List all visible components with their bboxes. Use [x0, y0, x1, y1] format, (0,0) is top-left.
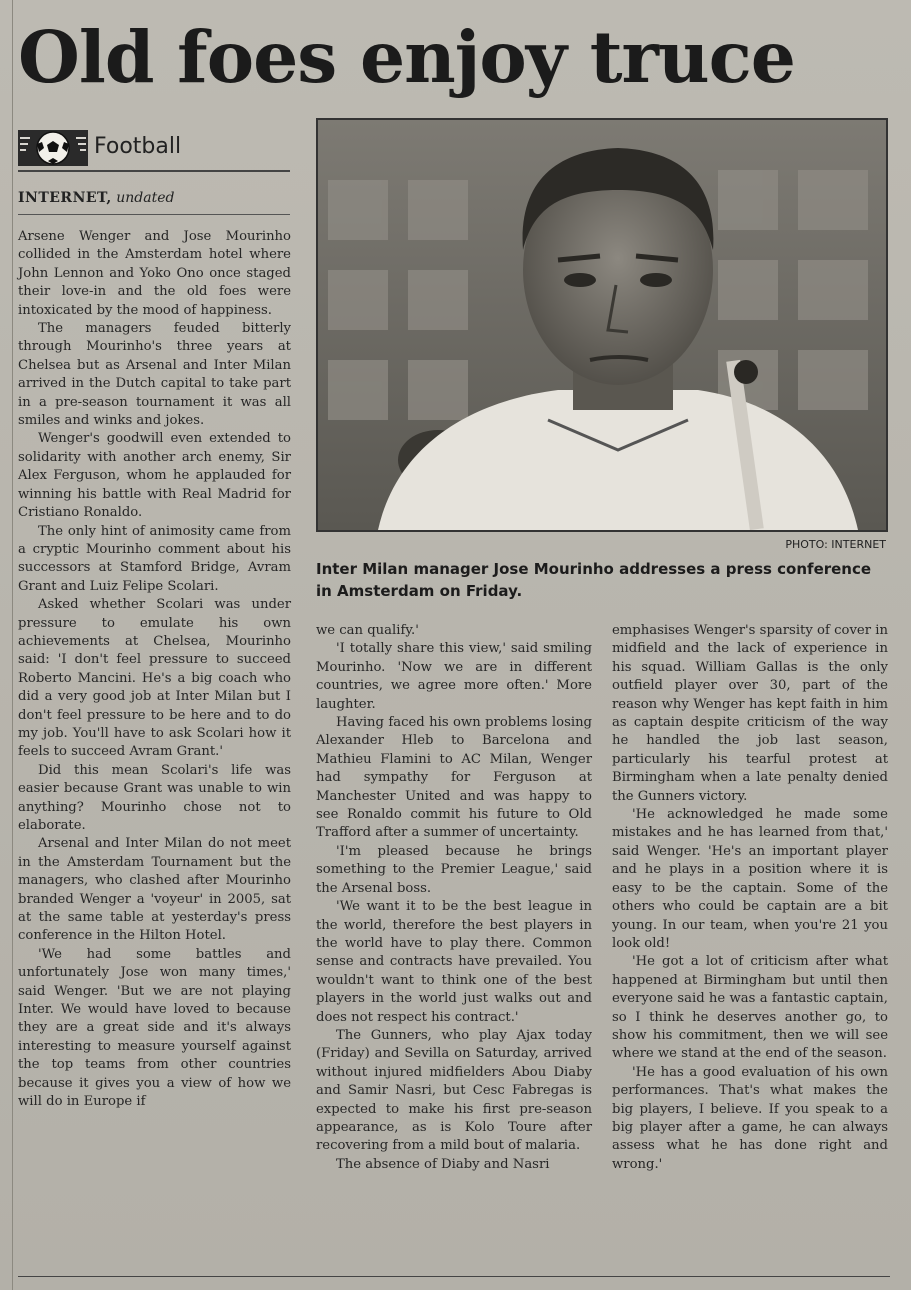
paragraph: The only hint of animosity came from a cryptic Mourinho comment about his successors at Stamford Bridge, Avram Grant and Luiz Felipe Scolari. [18, 523, 291, 594]
article-column-2 [316, 622, 592, 1174]
paragraph: 'We had some battles and unfortunately Jose won many times,' said Wenger. 'But we are not playing Inter. We would have loved to because they are a great side and it's always interesting to measure yourself against the top teams from other countries because it gives you a view of how we will do in Europe if [18, 946, 291, 1110]
press-conference-photo [316, 118, 888, 532]
paragraph: Wenger's goodwill even extended to solidarity with another arch enemy, Sir Alex Ferguson, whom he applauded for winning his battle with Real Madrid for Cristiano Ronaldo. [18, 431, 291, 521]
soccer-ball-icon [18, 130, 88, 166]
paragraph: 'He got a lot of criticism after what happened at Birmingham but until then everyone said he was a fantastic captain, so I think he deserves another go, to show his commitment, then we will see where we stand at the end of the season. [612, 954, 888, 1062]
article-column-1 [18, 228, 291, 1112]
photo-caption: Inter Milan manager Jose Mourinho addresses a press conference in Amsterdam on Friday. [316, 560, 872, 600]
paragraph: Did this mean Scolari's life was easier because Grant was unable to win anything? Mourinho chose not to elaborate. [18, 762, 291, 833]
paragraph: Asked whether Scolari was under pressure to emulate his own achievements at Chelsea, Mourinho said: 'I don't feel pressure to succeed Roberto Mancini. He's a big coach who did a very good job at Inter Milan but I don't feel pressure to be here and to do my job. You'll have to ask Scolari how it feels to succeed Avram Grant.' [18, 597, 291, 760]
paragraph: we can qualify.' [316, 623, 419, 638]
paragraph: 'I'm pleased because he brings something to the Premier League,' said the Arsenal boss. [316, 843, 592, 896]
paragraph: Arsene Wenger and Jose Mourinho collided in the Amsterdam hotel where John Lennon and Yoko Ono once staged their love-in and the old foes were intoxicated by the mood of happiness. [18, 229, 291, 318]
dateline [18, 190, 290, 215]
paragraph: The absence of Diaby and Nasri [336, 1156, 550, 1172]
paragraph: 'We want it to be the best league in the world, therefore the best players in the world have to play there. Common sense and contracts have prevailed. You wouldn't want to think one of the best players in the world just walks out and does not respect his contract.' [316, 899, 592, 1025]
paragraph: emphasises Wenger's sparsity of cover in midfield and the lack of experience in his squad. William Gallas is the only outfield player over 30, part of the reason why Wenger has kept faith in him as captain despite criticism of the way he handled the job last season, particularly his tearful protest at Birmingham when a late penalty denied the Gunners victory. [612, 623, 888, 804]
dateline-location: INTERNET, [18, 190, 112, 206]
dateline-date: undated [116, 190, 175, 206]
section-tag [18, 126, 290, 172]
paragraph: 'He has a good evaluation of his own performances. That's what makes the big players, I believe. If you speak to a big player after a game, he can always assess what he has done right and wrong.' [612, 1064, 888, 1172]
bottom-rule [18, 1276, 890, 1277]
paragraph: 'He acknowledged he made some mistakes and he has learned from that,' said Wenger. 'He's an important player and he plays in a position where it is easy to be the captain. Some of the others who could be captain are a bit young. In our team, when you're 21 you look old! [612, 807, 888, 951]
paragraph: Having faced his own problems losing Alexander Hleb to Barcelona and Mathieu Flamini to AC Milan, Wenger had sympathy for Ferguson at Manchester United and was happy to see Ronaldo commit his future to Old Trafford after a summer of uncertainty. [316, 715, 592, 841]
section-label: Football [94, 134, 182, 159]
paragraph: The Gunners, who play Ajax today (Friday) and Sevilla on Saturday, arrived without injured midfielders Abou Diaby and Samir Nasri, but Cesc Fabregas is expected to make his first pre-season appearance, as is Kolo Toure after recovering from a mild bout of malaria. [316, 1027, 592, 1154]
headline: Old foes enjoy truce [18, 15, 795, 99]
left-border-rule [12, 0, 13, 1290]
paragraph: 'I totally share this view,' said smiling Mourinho. 'Now we are in different countries, we agree more often.' More laughter. [316, 641, 592, 712]
paragraph: Arsenal and Inter Milan do not meet in the Amsterdam Tournament but the managers, who clashed after Mourinho branded Wenger a 'voyeur' in 2005, sat at the same table at yesterday's press conference in the Hilton Hotel. [18, 836, 291, 944]
paragraph: The managers feuded bitterly through Mourinho's three years at Chelsea but as Arsenal and Inter Milan arrived in the Dutch capital to take part in a pre-season tournament it was all smiles and winks and jokes. [18, 321, 291, 429]
photo-credit: PHOTO: INTERNET [785, 538, 886, 551]
article-column-3 [612, 622, 888, 1174]
